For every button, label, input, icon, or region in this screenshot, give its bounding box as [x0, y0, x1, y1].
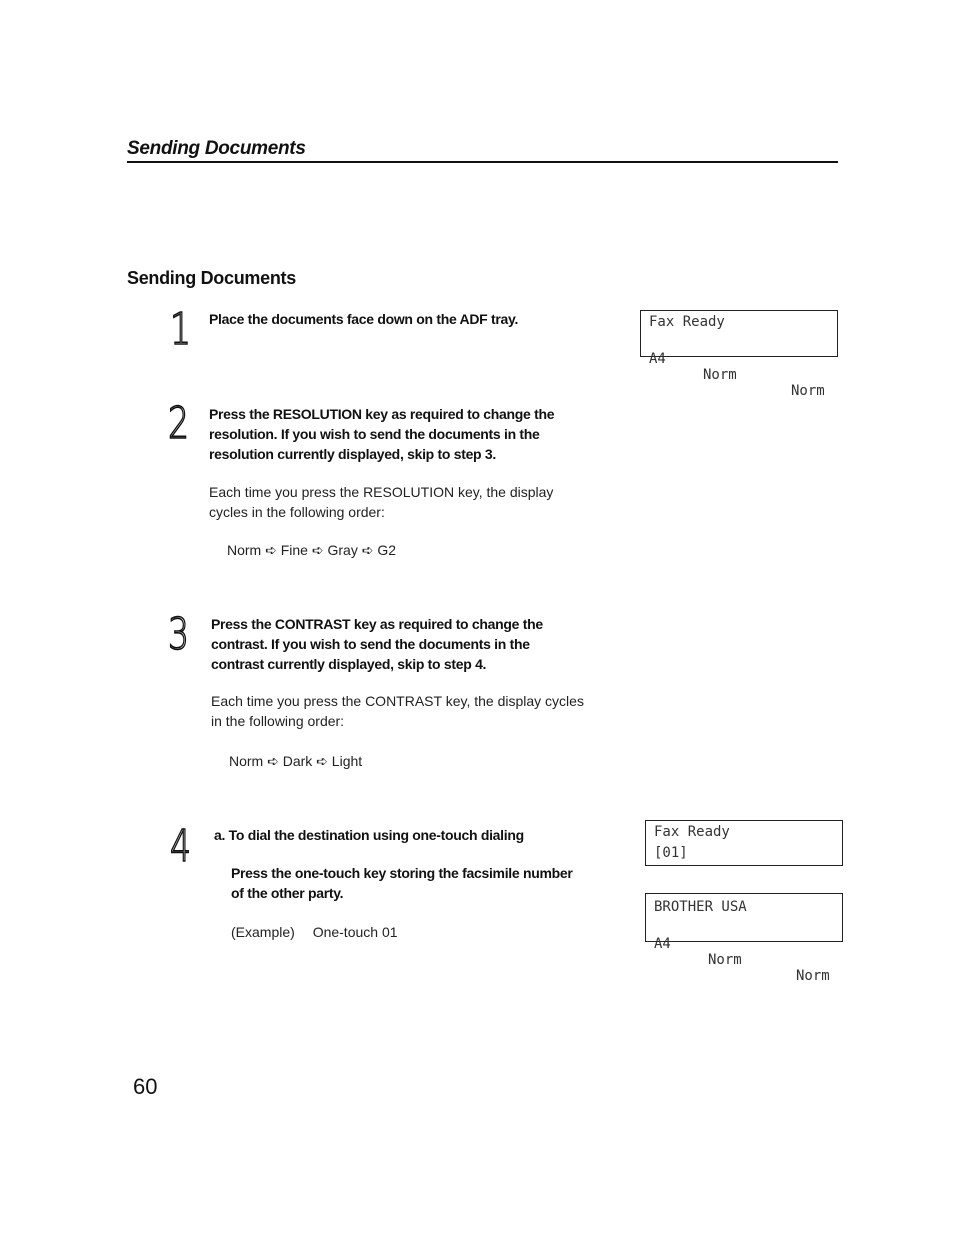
- lcd-display-fax-ready: [640, 310, 838, 399]
- step-2-instruction: [209, 404, 554, 464]
- page-header-title: Sending Documents: [127, 138, 306, 159]
- section-title: Sending Documents: [127, 268, 296, 288]
- lcd-line-1: Fax Ready: [654, 824, 730, 840]
- example-line: [231, 922, 398, 942]
- page-number: 60: [133, 1074, 158, 1099]
- lcd-resolution: Norm: [703, 367, 737, 383]
- contrast-sequence: Norm ➪ Dark ➪ Light: [229, 753, 363, 769]
- step-4-instruction-line: Press the one-touch key storing the facsimile number: [231, 865, 573, 881]
- example-value: One-touch 01: [312, 924, 398, 940]
- resolution-sequence: Norm ➪ Fine ➪ Gray ➪ G2: [227, 542, 396, 558]
- step-4-instruction-line: of the other party.: [231, 885, 344, 901]
- lcd-line-2: [01]: [654, 845, 688, 861]
- lcd-contrast: Norm: [791, 383, 825, 399]
- step-3-instruction-line: contrast currently displayed, skip to step 4.: [211, 656, 487, 672]
- step-number-1: 1: [170, 304, 191, 355]
- lcd-paper-size: A4: [649, 351, 666, 367]
- lcd-resolution: Norm: [708, 952, 742, 968]
- step-3-instruction: [211, 614, 543, 674]
- step-3-description-line: Each time you press the CONTRAST key, the display cycles: [211, 693, 584, 709]
- header-divider: [127, 161, 838, 163]
- step-number-2: 2: [168, 398, 189, 449]
- step-1-instruction: Place the documents face down on the ADF tray.: [209, 311, 519, 327]
- lcd-line-1: Fax Ready: [649, 314, 725, 330]
- step-number-3: 3: [168, 609, 189, 660]
- lcd-paper-size: A4: [654, 936, 671, 952]
- step-3-instruction-line: contrast. If you wish to send the documents in the: [211, 636, 530, 652]
- example-label: (Example): [231, 924, 295, 940]
- step-3-instruction-line: Press the CONTRAST key as required to change the: [211, 616, 543, 632]
- lcd-line-2: [654, 920, 834, 1000]
- lcd-display-one-touch: [645, 820, 843, 866]
- lcd-line-2: [649, 335, 829, 415]
- step-2-description-line: cycles in the following order:: [209, 504, 385, 520]
- step-2-instruction-line: resolution. If you wish to send the documents in the: [209, 426, 540, 442]
- lcd-display-station-id: [645, 893, 843, 984]
- step-3-description: [211, 691, 584, 731]
- step-4-instruction: [231, 863, 573, 903]
- step-number-4: 4: [170, 821, 191, 872]
- step-2-instruction-line: resolution currently displayed, skip to step 3.: [209, 446, 496, 462]
- step-4-subheading: a. To dial the destination using one-touch dialing: [214, 827, 524, 843]
- step-2-description-line: Each time you press the RESOLUTION key, the display: [209, 484, 554, 500]
- lcd-line-1: BROTHER USA: [654, 899, 747, 915]
- step-2-description: [209, 482, 553, 522]
- lcd-contrast: Norm: [796, 968, 830, 984]
- step-3-description-line: in the following order:: [211, 713, 345, 729]
- step-2-instruction-line: Press the RESOLUTION key as required to change the: [209, 406, 555, 422]
